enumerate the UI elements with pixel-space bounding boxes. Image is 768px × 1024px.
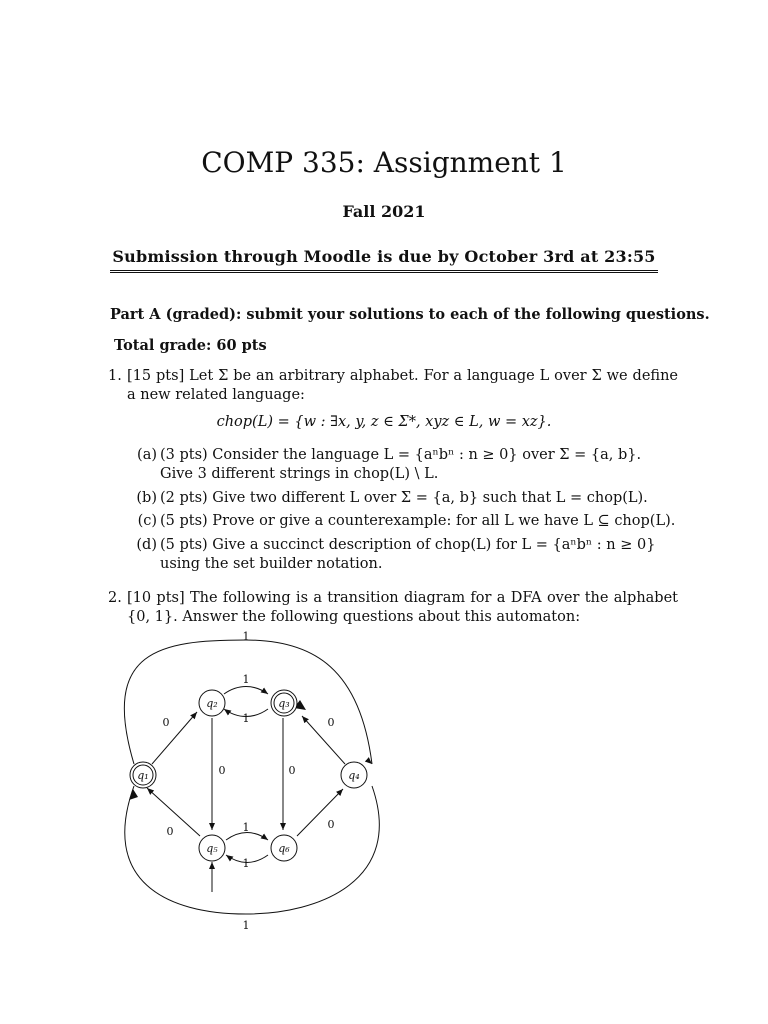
state-label-q5: q₅ bbox=[206, 842, 218, 855]
edge-q4-q1 bbox=[125, 786, 380, 914]
edge-q1-q2 bbox=[152, 712, 197, 764]
edge-q4-q3 bbox=[302, 716, 345, 764]
part-label: (d) bbox=[136, 537, 157, 553]
edge-q5-q1 bbox=[147, 788, 200, 836]
part-label: (c) bbox=[137, 513, 157, 529]
question-number: 1. bbox=[108, 368, 122, 384]
question-number: 2. bbox=[108, 590, 122, 606]
edge-label: 0 bbox=[218, 764, 226, 777]
due-text: Submission through Moodle is due by October 3rd at 23:55 bbox=[110, 247, 657, 273]
part-text: (5 pts) Prove or give a counterexample: for all L we have L ⊆ chop(L). bbox=[160, 513, 676, 529]
edge-label: 1 bbox=[242, 919, 250, 932]
edge-label: 1 bbox=[242, 857, 250, 870]
edge-label: 0 bbox=[166, 825, 174, 838]
edge-q2-q3 bbox=[224, 687, 268, 695]
state-label-q1: q₁ bbox=[137, 769, 149, 782]
state-label-q2: q₂ bbox=[206, 697, 218, 710]
part-text: (2 pts) Give two different L over Σ = {a, b} such that L = chop(L). bbox=[160, 490, 648, 506]
part-text: (5 pts) Give a succinct description of chop(L) for L = {aⁿbⁿ : n ≥ 0} using the set builder notation. bbox=[160, 537, 656, 572]
total-grade: Total grade: 60 pts bbox=[114, 337, 267, 354]
edge-q6-q4 bbox=[297, 789, 343, 836]
question-text: [10 pts] The following is a transition diagram for a DFA over the alphabet {0, 1}. Answer the following questions about this automaton: bbox=[127, 590, 678, 625]
chop-definition: chop(L) = {w : ∃x, y, z ∈ Σ*, xyz ∈ L, w = xz}. bbox=[216, 414, 552, 430]
edge-q1-q3 bbox=[124, 640, 372, 764]
question-text: [15 pts] Let Σ be an arbitrary alphabet. For a language L over Σ we define a new related language: bbox=[127, 368, 678, 403]
document-title: COMP 335: Assignment 1 bbox=[201, 146, 567, 179]
part-label: (a) bbox=[137, 447, 157, 463]
edge-label: 0 bbox=[162, 716, 170, 729]
edge-label: 0 bbox=[327, 818, 335, 831]
term: Fall 2021 bbox=[342, 202, 426, 221]
state-label-q6: q₆ bbox=[278, 842, 290, 855]
edge-label: 1 bbox=[242, 712, 250, 725]
edge-label: 1 bbox=[242, 673, 250, 686]
edge-label: 0 bbox=[327, 716, 335, 729]
state-label-q4: q₄ bbox=[348, 769, 360, 782]
state-label-q3: q₃ bbox=[278, 697, 290, 710]
part-text: (3 pts) Consider the language L = {aⁿbⁿ : n ≥ 0} over Σ = {a, b}. Give 3 different strings in chop(L) \ L. bbox=[160, 447, 642, 482]
part-a-heading: Part A (graded): submit your solutions to each of the following questions. bbox=[110, 306, 710, 323]
edge-label: 1 bbox=[242, 630, 250, 643]
part-label: (b) bbox=[136, 490, 157, 506]
edge-label: 0 bbox=[288, 764, 296, 777]
edge-label: 1 bbox=[242, 821, 250, 834]
arrowhead-q4-q1 bbox=[129, 789, 138, 800]
